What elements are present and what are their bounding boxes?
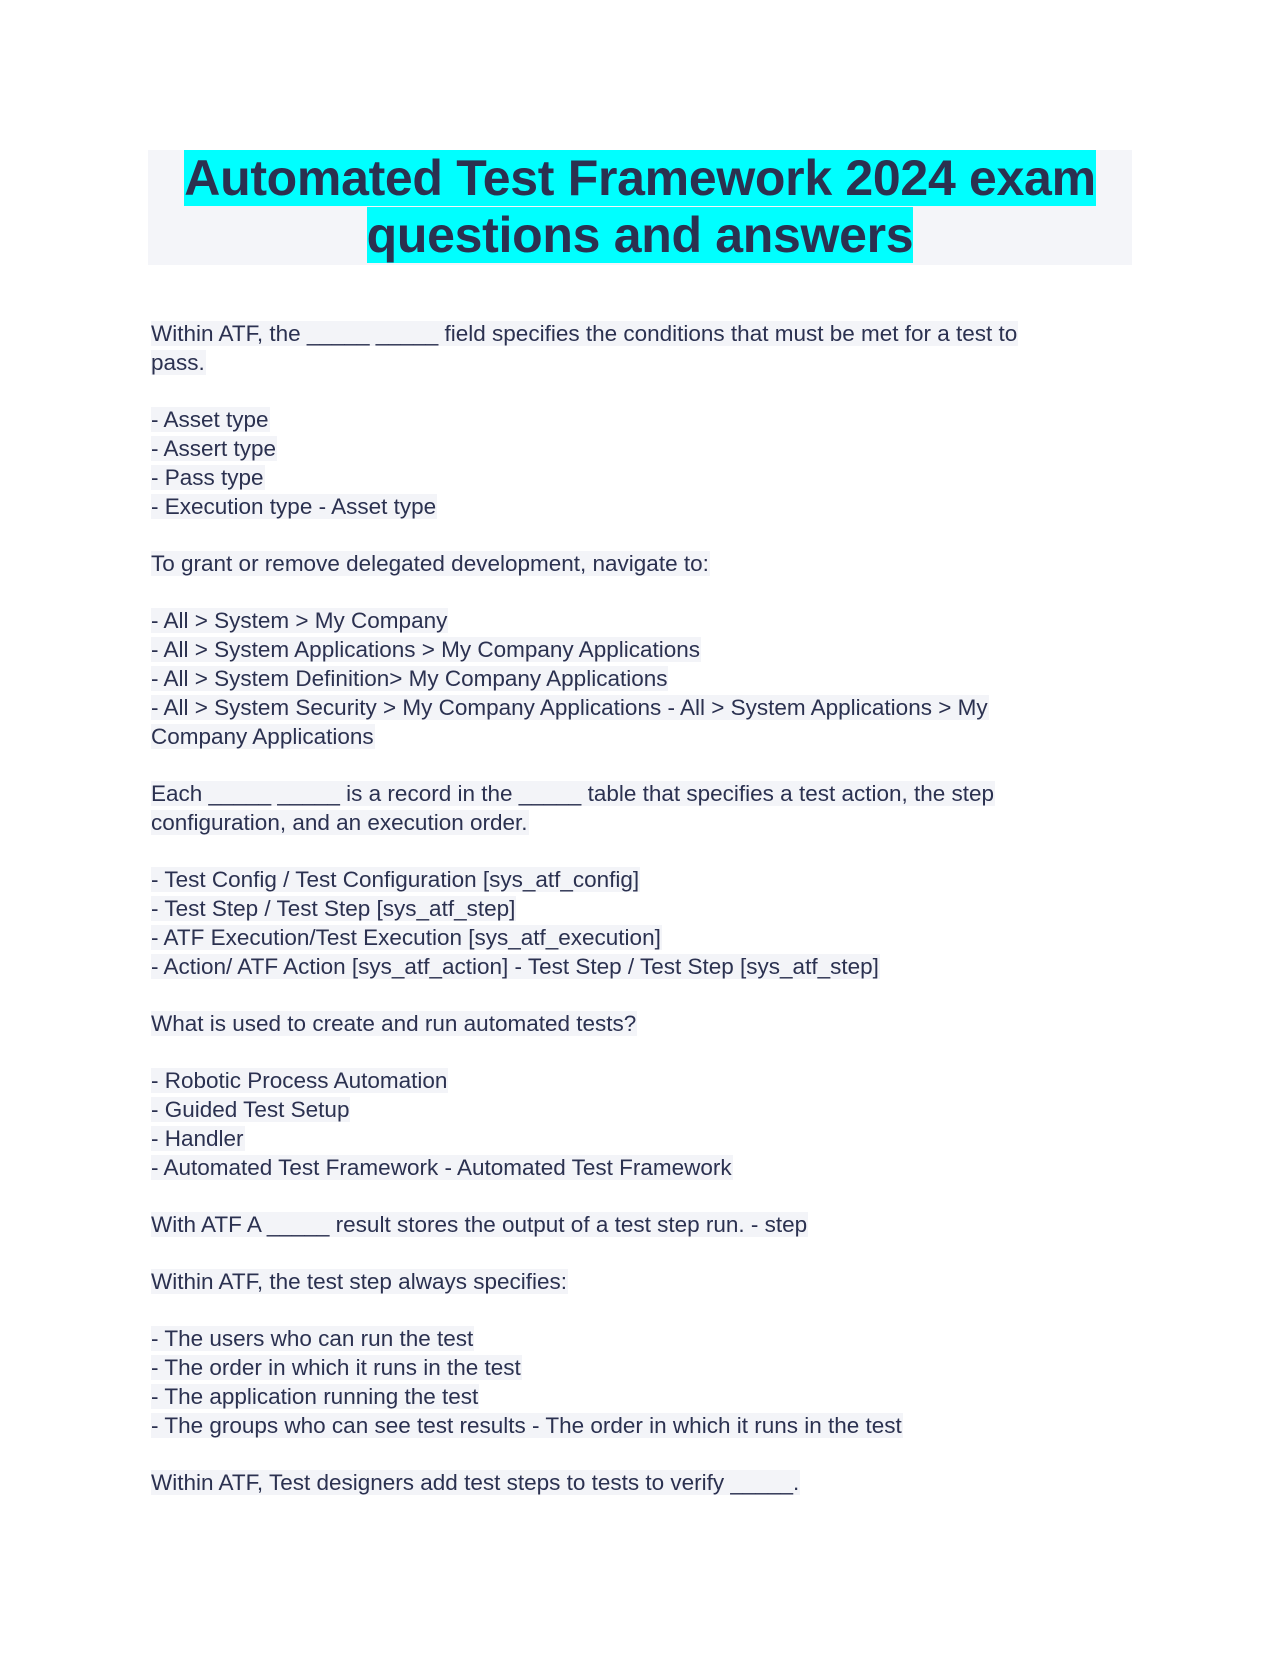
- answer-option: - Pass type: [151, 465, 264, 490]
- question-block: [151, 1009, 1131, 1182]
- question-block: [151, 1267, 1131, 1440]
- question-text: What is used to create and run automated tests?: [151, 1011, 637, 1036]
- answer-option: - The users who can run the test: [151, 1326, 474, 1351]
- answer-option: - The application running the test: [151, 1384, 479, 1409]
- title-line-2: [148, 207, 1132, 264]
- question-block: [151, 319, 1131, 521]
- answer-option: - All > System Applications > My Company Applications: [151, 637, 701, 662]
- answer-option: - ATF Execution/Test Execution [sys_atf_execution]: [151, 925, 661, 950]
- title-text: questions and answers: [366, 207, 914, 263]
- question-block: [151, 549, 1131, 751]
- answer-option: - All > System Definition> My Company Applications: [151, 666, 668, 691]
- title-text: Automated Test Framework 2024 exam: [184, 150, 1096, 206]
- answer-option: - Assert type: [151, 436, 277, 461]
- question-text: Each _____ _____ is a record in the _____ table that specifies a test action, the step: [151, 781, 995, 806]
- answer-option: Company Applications: [151, 724, 374, 749]
- question-text: Within ATF, the _____ _____ field specifies the conditions that must be met for a test to: [151, 321, 1018, 346]
- question-text: pass.: [151, 350, 205, 375]
- answer-option: - All > System Security > My Company Applications - All > System Applications > My: [151, 695, 988, 720]
- answer-option: - Asset type: [151, 407, 269, 432]
- answer-option: - The groups who can see test results - The order in which it runs in the test: [151, 1413, 902, 1438]
- question-text: To grant or remove delegated development, navigate to:: [151, 551, 709, 576]
- answer-option: - Guided Test Setup: [151, 1097, 350, 1122]
- answer-option: - Automated Test Framework - Automated Test Framework: [151, 1155, 732, 1180]
- question-text: With ATF A _____ result stores the output of a test step run. - step: [151, 1212, 808, 1237]
- answer-option: - Test Step / Test Step [sys_atf_step]: [151, 896, 516, 921]
- answer-option: - Test Config / Test Configuration [sys_atf_config]: [151, 867, 640, 892]
- answer-option: - Execution type - Asset type: [151, 494, 437, 519]
- answer-option: - Action/ ATF Action [sys_atf_action] - Test Step / Test Step [sys_atf_step]: [151, 954, 879, 979]
- question-block: [151, 779, 1131, 981]
- answer-option: - All > System > My Company: [151, 608, 448, 633]
- document-body: [151, 319, 1131, 1497]
- question-text: configuration, and an execution order.: [151, 810, 528, 835]
- answer-option: - The order in which it runs in the test: [151, 1355, 521, 1380]
- question-block: [151, 1468, 1131, 1497]
- title-line-1: [148, 150, 1132, 207]
- question-text: Within ATF, the test step always specifies:: [151, 1269, 567, 1294]
- question-block: [151, 1210, 1131, 1239]
- answer-option: - Robotic Process Automation: [151, 1068, 448, 1093]
- question-text: Within ATF, Test designers add test steps to tests to verify _____.: [151, 1470, 800, 1495]
- answer-option: - Handler: [151, 1126, 244, 1151]
- document-title-block: [148, 150, 1132, 265]
